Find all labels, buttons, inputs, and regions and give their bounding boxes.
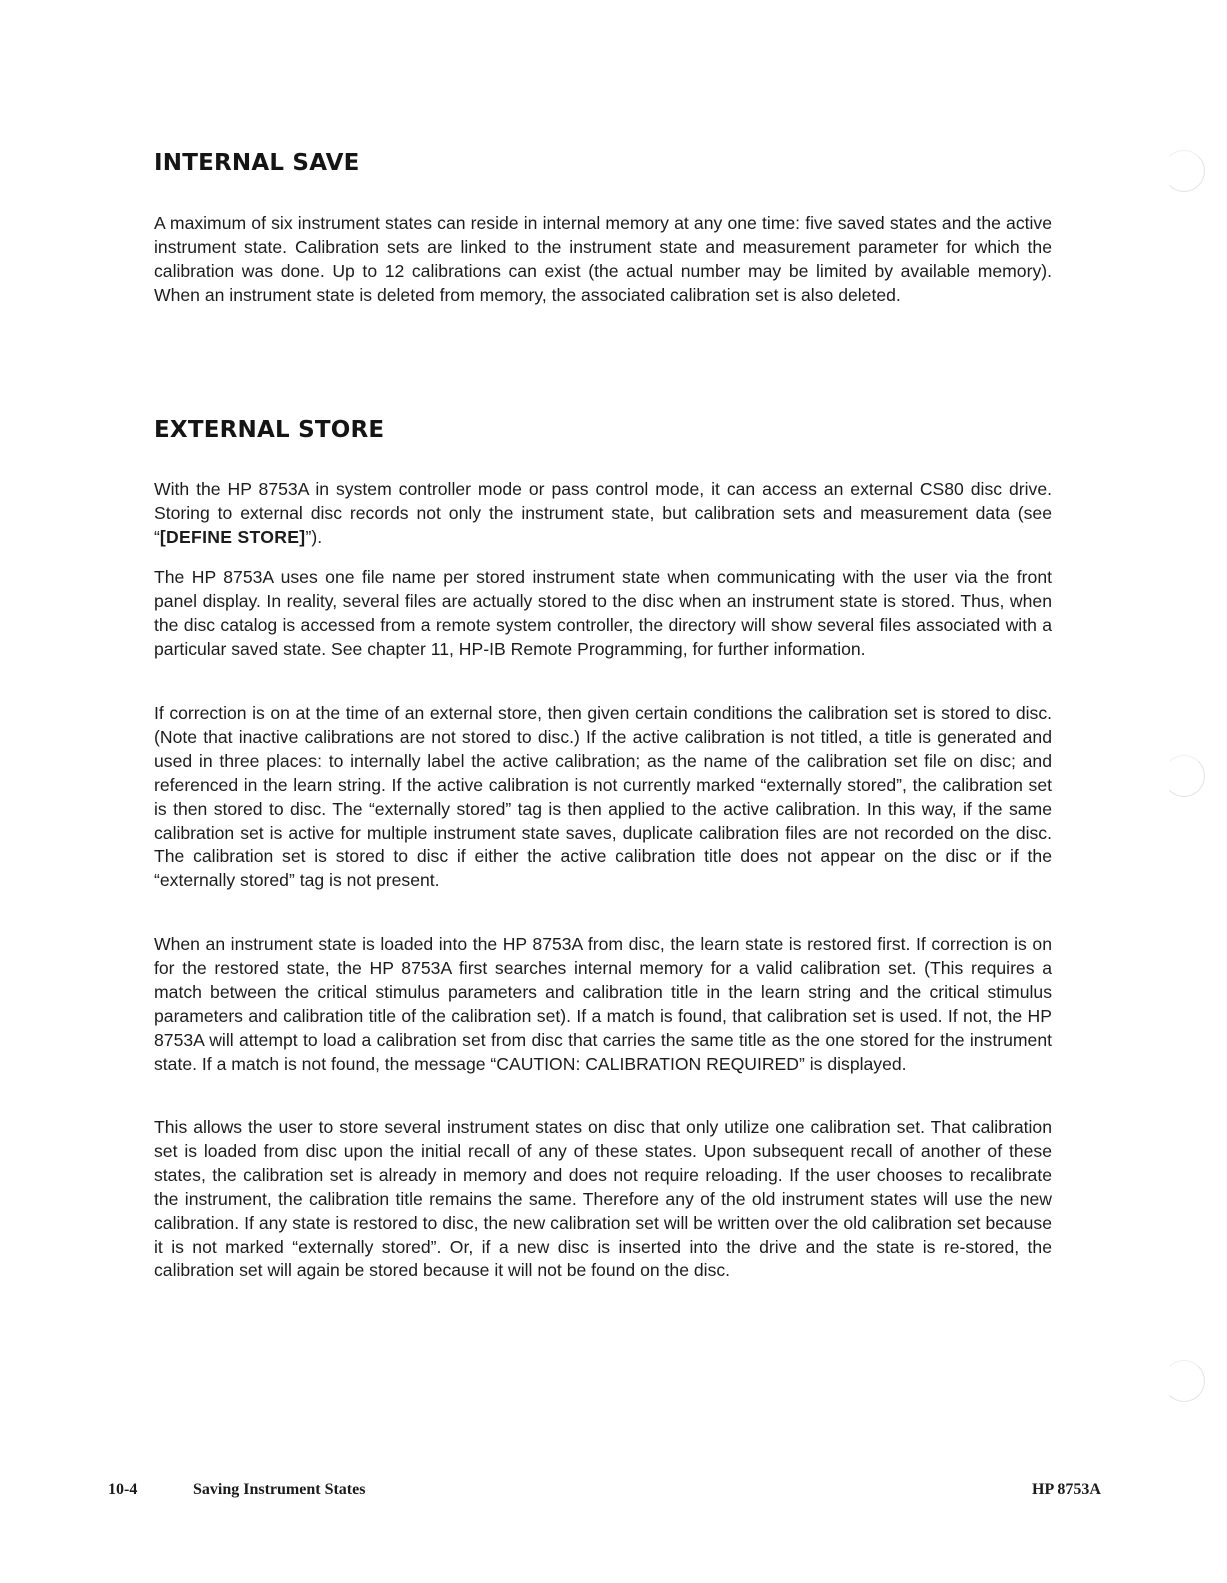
binder-hole bbox=[1163, 1360, 1205, 1402]
paragraph-state-load: When an instrument state is loaded into the HP 8753A from disc, the learn state is restored first. If correction is on for the restored state, the HP 8753A first searches internal memory for a valid calibration set. (This requires a match between the critical stimulus parameters and calibration title in the learn string and the critical stimulus parameters and calibration title of the calibration set). If a match is found, that calibration set is used. If not, the HP 8753A will attempt to load a calibration set from disc that carries the same title as the one stored for the instrument state. If a match is not found, the message “CAUTION: CALIBRATION REQUIRED” is displayed. bbox=[154, 934, 1052, 1074]
paragraph-internal-save: A maximum of six instrument states can reside in internal memory at any one time: five saved states and the active instrument state. Calibration sets are linked to the instrument state and measurement parameter for which the calibration was done. Up to 12 calibrations can exist (the actual number may be limited by available memory). When an instrument state is deleted from memory, the associated calibration set is also deleted. bbox=[154, 213, 1052, 305]
footer-chapter-title: Saving Instrument States bbox=[193, 1481, 366, 1498]
softkey-define-store: [DEFINE STORE] bbox=[159, 526, 306, 547]
section-heading-internal-save: INTERNAL SAVE bbox=[154, 150, 360, 176]
paragraph-correction-store: If correction is on at the time of an external store, then given certain conditions the calibration set is stored to disc. (Note that inactive calibrations are not stored to disc.) If the active calibration is not titled, a title is generated and used in three places: to internally label the active calibration; as the name of the calibration set file on disc; and referenced in the learn string. If the active calibration is not currently marked “externally stored”, the calibration set is then stored to disc. The “externally stored” tag is then applied to the active calibration. In this way, if the same calibration set is active for multiple instrument state saves, duplicate calibration files are not recorded on the disc. The calibration set is stored to disc if either the active calibration title does not appear on the disc or if the “externally stored” tag is not present. bbox=[154, 703, 1052, 891]
binder-hole bbox=[1163, 755, 1205, 797]
paragraph-text: ”). bbox=[305, 526, 323, 547]
binder-hole bbox=[1163, 150, 1205, 192]
paragraph-external-store-intro bbox=[154, 478, 1052, 550]
paragraph-shared-calibration: This allows the user to store several instrument states on disc that only utilize one calibration set. That calibration set is loaded from disc upon the initial recall of any of these states. Upon subsequent recall of another of these states, the calibration set is already in memory and does not require reloading. If the user chooses to recalibrate the instrument, the calibration title remains the same. Therefore any of the old instrument states will use the new calibration. If any state is restored to disc, the new calibration set will be written over the old calibration set because it is not marked “externally stored”. Or, if a new disc is inserted into the drive and the state is re-stored, the calibration set will again be stored because it will not be found on the disc. bbox=[154, 1117, 1052, 1281]
paragraph-file-names: The HP 8753A uses one file name per stored instrument state when communicating with the user via the front panel display. In reality, several files are actually stored to the disc when an instrument state is stored. Thus, when the disc catalog is accessed from a remote system controller, the directory will show several files associated with a particular saved state. See chapter 11, HP-IB Remote Programming, for further information. bbox=[154, 567, 1052, 659]
paragraph-text: With the HP 8753A in system controller mode or pass control mode, it can access an external CS80 disc drive. Storing to external disc records not only the instrument state, but calibration sets and measurement data (see “ bbox=[154, 479, 1052, 547]
footer-model-name: HP 8753A bbox=[1032, 1481, 1101, 1498]
section-heading-external-store: EXTERNAL STORE bbox=[154, 417, 385, 443]
footer-page-number: 10-4 bbox=[108, 1481, 138, 1498]
